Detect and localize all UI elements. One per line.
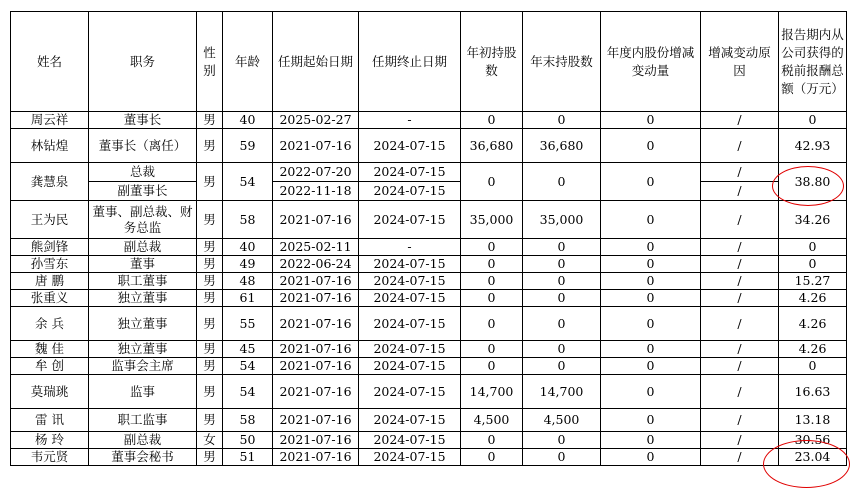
end-shares-cell: 0 [523, 341, 601, 358]
end-date-cell: 2024-07-15 [359, 182, 461, 201]
gender-cell: 男 [197, 449, 223, 466]
change-reason-cell: / [701, 409, 779, 432]
role-cell: 总裁 [89, 163, 197, 182]
end-shares-cell: 0 [523, 239, 601, 256]
start-date-cell: 2022-06-24 [273, 256, 359, 273]
age-cell: 40 [223, 239, 273, 256]
change-reason-cell: / [701, 432, 779, 449]
table-body [11, 112, 847, 466]
role-cell: 独立董事 [89, 341, 197, 358]
role-cell: 董事、副总裁、财务总监 [89, 201, 197, 239]
change-reason-cell: / [701, 163, 779, 182]
change-reason-cell: / [701, 358, 779, 375]
end-date-cell: 2024-07-15 [359, 341, 461, 358]
share-change-cell: 0 [601, 432, 701, 449]
end-shares-cell: 14,700 [523, 375, 601, 409]
header-cell: 姓名 [11, 12, 89, 112]
end-shares-cell: 0 [523, 112, 601, 129]
header-row [11, 12, 847, 112]
pay-cell: 42.93 [779, 129, 847, 163]
role-cell: 职工董事 [89, 273, 197, 290]
start-shares-cell: 0 [461, 163, 523, 201]
role-cell: 独立董事 [89, 307, 197, 341]
pay-cell: 13.18 [779, 409, 847, 432]
end-date-cell: 2024-07-15 [359, 307, 461, 341]
change-reason-cell: / [701, 375, 779, 409]
change-reason-cell: / [701, 273, 779, 290]
pay-cell: 38.80 [779, 163, 847, 201]
gender-cell: 男 [197, 290, 223, 307]
end-date-cell: 2024-07-15 [359, 163, 461, 182]
name-cell: 周云祥 [11, 112, 89, 129]
end-shares-cell: 0 [523, 307, 601, 341]
end-date-cell: 2024-07-15 [359, 358, 461, 375]
end-date-cell: 2024-07-15 [359, 409, 461, 432]
role-cell: 副总裁 [89, 432, 197, 449]
name-cell: 孙雪东 [11, 256, 89, 273]
gender-cell: 男 [197, 273, 223, 290]
share-change-cell: 0 [601, 449, 701, 466]
pay-cell: 0 [779, 112, 847, 129]
share-change-cell: 0 [601, 375, 701, 409]
end-shares-cell: 0 [523, 256, 601, 273]
start-shares-cell: 36,680 [461, 129, 523, 163]
change-reason-cell: / [701, 307, 779, 341]
start-date-cell: 2025-02-11 [273, 239, 359, 256]
name-cell: 龚慧泉 [11, 163, 89, 201]
age-cell: 55 [223, 307, 273, 341]
share-change-cell: 0 [601, 112, 701, 129]
gender-cell: 男 [197, 239, 223, 256]
table-row [11, 358, 847, 375]
age-cell: 54 [223, 163, 273, 201]
age-cell: 48 [223, 273, 273, 290]
table-row [11, 163, 847, 182]
header-cell: 增减变动原因 [701, 12, 779, 112]
end-shares-cell: 0 [523, 163, 601, 201]
start-shares-cell: 0 [461, 256, 523, 273]
age-cell: 58 [223, 409, 273, 432]
role-cell: 监事会主席 [89, 358, 197, 375]
start-date-cell: 2021-07-16 [273, 129, 359, 163]
start-shares-cell: 0 [461, 358, 523, 375]
age-cell: 59 [223, 129, 273, 163]
share-change-cell: 0 [601, 256, 701, 273]
change-reason-cell: / [701, 341, 779, 358]
gender-cell: 男 [197, 112, 223, 129]
share-change-cell: 0 [601, 409, 701, 432]
name-cell: 熊剑锋 [11, 239, 89, 256]
share-change-cell: 0 [601, 307, 701, 341]
role-cell: 职工监事 [89, 409, 197, 432]
start-shares-cell: 0 [461, 112, 523, 129]
pay-cell: 4.26 [779, 290, 847, 307]
gender-cell: 男 [197, 409, 223, 432]
table-row [11, 201, 847, 239]
role-cell: 董事长 [89, 112, 197, 129]
start-date-cell: 2021-07-16 [273, 307, 359, 341]
start-date-cell: 2021-07-16 [273, 201, 359, 239]
end-shares-cell: 4,500 [523, 409, 601, 432]
change-reason-cell: / [701, 449, 779, 466]
end-date-cell: 2024-07-15 [359, 201, 461, 239]
header-cell: 任期起始日期 [273, 12, 359, 112]
change-reason-cell: / [701, 239, 779, 256]
age-cell: 54 [223, 358, 273, 375]
share-change-cell: 0 [601, 239, 701, 256]
end-shares-cell: 0 [523, 432, 601, 449]
pay-cell: 4.26 [779, 341, 847, 358]
change-reason-cell: / [701, 182, 779, 201]
table-row [11, 256, 847, 273]
share-change-cell: 0 [601, 201, 701, 239]
gender-cell: 男 [197, 358, 223, 375]
start-shares-cell: 0 [461, 432, 523, 449]
pay-cell: 23.04 [779, 449, 847, 466]
role-cell: 独立董事 [89, 290, 197, 307]
role-cell: 监事 [89, 375, 197, 409]
share-change-cell: 0 [601, 273, 701, 290]
start-date-cell: 2025-02-27 [273, 112, 359, 129]
share-change-cell: 0 [601, 358, 701, 375]
gender-cell: 男 [197, 129, 223, 163]
start-shares-cell: 0 [461, 341, 523, 358]
start-date-cell: 2022-07-20 [273, 163, 359, 182]
start-shares-cell: 0 [461, 307, 523, 341]
pay-cell: 0 [779, 358, 847, 375]
pay-cell: 30.56 [779, 432, 847, 449]
gender-cell: 男 [197, 307, 223, 341]
start-date-cell: 2021-07-16 [273, 273, 359, 290]
pay-cell: 34.26 [779, 201, 847, 239]
age-cell: 54 [223, 375, 273, 409]
age-cell: 45 [223, 341, 273, 358]
start-shares-cell: 0 [461, 273, 523, 290]
end-shares-cell: 0 [523, 290, 601, 307]
start-shares-cell: 0 [461, 449, 523, 466]
start-date-cell: 2021-07-16 [273, 341, 359, 358]
age-cell: 51 [223, 449, 273, 466]
end-date-cell: 2024-07-15 [359, 449, 461, 466]
header-cell: 年龄 [223, 12, 273, 112]
name-cell: 莫瑞珧 [11, 375, 89, 409]
role-cell: 董事会秘书 [89, 449, 197, 466]
age-cell: 40 [223, 112, 273, 129]
table-row [11, 307, 847, 341]
gender-cell: 男 [197, 256, 223, 273]
name-cell: 牟 创 [11, 358, 89, 375]
start-date-cell: 2021-07-16 [273, 449, 359, 466]
role-cell: 副董事长 [89, 182, 197, 201]
executive-table [10, 11, 847, 466]
header-cell: 任期终止日期 [359, 12, 461, 112]
table-row [11, 239, 847, 256]
table-row [11, 341, 847, 358]
start-date-cell: 2021-07-16 [273, 432, 359, 449]
table-row [11, 129, 847, 163]
header-cell: 年初持股数 [461, 12, 523, 112]
table-row [11, 290, 847, 307]
age-cell: 50 [223, 432, 273, 449]
pay-cell: 4.26 [779, 307, 847, 341]
change-reason-cell: / [701, 290, 779, 307]
pay-cell: 0 [779, 256, 847, 273]
name-cell: 王为民 [11, 201, 89, 239]
end-shares-cell: 35,000 [523, 201, 601, 239]
gender-cell: 男 [197, 201, 223, 239]
name-cell: 林钻煌 [11, 129, 89, 163]
start-date-cell: 2022-11-18 [273, 182, 359, 201]
pay-cell: 15.27 [779, 273, 847, 290]
header-cell: 年末持股数 [523, 12, 601, 112]
change-reason-cell: / [701, 201, 779, 239]
start-date-cell: 2021-07-16 [273, 375, 359, 409]
start-shares-cell: 14,700 [461, 375, 523, 409]
age-cell: 49 [223, 256, 273, 273]
end-date-cell: - [359, 239, 461, 256]
pay-cell: 0 [779, 239, 847, 256]
end-shares-cell: 36,680 [523, 129, 601, 163]
end-date-cell: 2024-07-15 [359, 129, 461, 163]
end-date-cell: 2024-07-15 [359, 432, 461, 449]
role-cell: 董事长（离任） [89, 129, 197, 163]
start-shares-cell: 0 [461, 239, 523, 256]
name-cell: 魏 佳 [11, 341, 89, 358]
age-cell: 61 [223, 290, 273, 307]
end-shares-cell: 0 [523, 358, 601, 375]
header-cell: 年度内股份增减变动量 [601, 12, 701, 112]
table-row [11, 449, 847, 466]
name-cell: 张重义 [11, 290, 89, 307]
start-date-cell: 2021-07-16 [273, 290, 359, 307]
share-change-cell: 0 [601, 290, 701, 307]
change-reason-cell: / [701, 129, 779, 163]
change-reason-cell: / [701, 112, 779, 129]
share-change-cell: 0 [601, 129, 701, 163]
gender-cell: 男 [197, 375, 223, 409]
age-cell: 58 [223, 201, 273, 239]
header-cell: 报告期内从公司获得的税前报酬总额（万元） [779, 12, 847, 112]
start-date-cell: 2021-07-16 [273, 409, 359, 432]
end-date-cell: 2024-07-15 [359, 375, 461, 409]
end-date-cell: 2024-07-15 [359, 290, 461, 307]
table-row [11, 182, 847, 201]
table-row [11, 432, 847, 449]
table-row [11, 112, 847, 129]
table-row [11, 409, 847, 432]
name-cell: 余 兵 [11, 307, 89, 341]
name-cell: 杨 玲 [11, 432, 89, 449]
start-shares-cell: 4,500 [461, 409, 523, 432]
header-cell: 职务 [89, 12, 197, 112]
gender-cell: 女 [197, 432, 223, 449]
name-cell: 唐 鹏 [11, 273, 89, 290]
start-shares-cell: 35,000 [461, 201, 523, 239]
share-change-cell: 0 [601, 341, 701, 358]
change-reason-cell: / [701, 256, 779, 273]
end-date-cell: - [359, 112, 461, 129]
end-date-cell: 2024-07-15 [359, 256, 461, 273]
role-cell: 副总裁 [89, 239, 197, 256]
pay-cell: 16.63 [779, 375, 847, 409]
role-cell: 董事 [89, 256, 197, 273]
start-shares-cell: 0 [461, 290, 523, 307]
table-row [11, 273, 847, 290]
gender-cell: 男 [197, 163, 223, 201]
start-date-cell: 2021-07-16 [273, 358, 359, 375]
header-cell: 性别 [197, 12, 223, 112]
name-cell: 韦元贤 [11, 449, 89, 466]
share-change-cell: 0 [601, 163, 701, 201]
end-shares-cell: 0 [523, 273, 601, 290]
name-cell: 雷 讯 [11, 409, 89, 432]
end-shares-cell: 0 [523, 449, 601, 466]
table-row [11, 375, 847, 409]
gender-cell: 男 [197, 341, 223, 358]
end-date-cell: 2024-07-15 [359, 273, 461, 290]
